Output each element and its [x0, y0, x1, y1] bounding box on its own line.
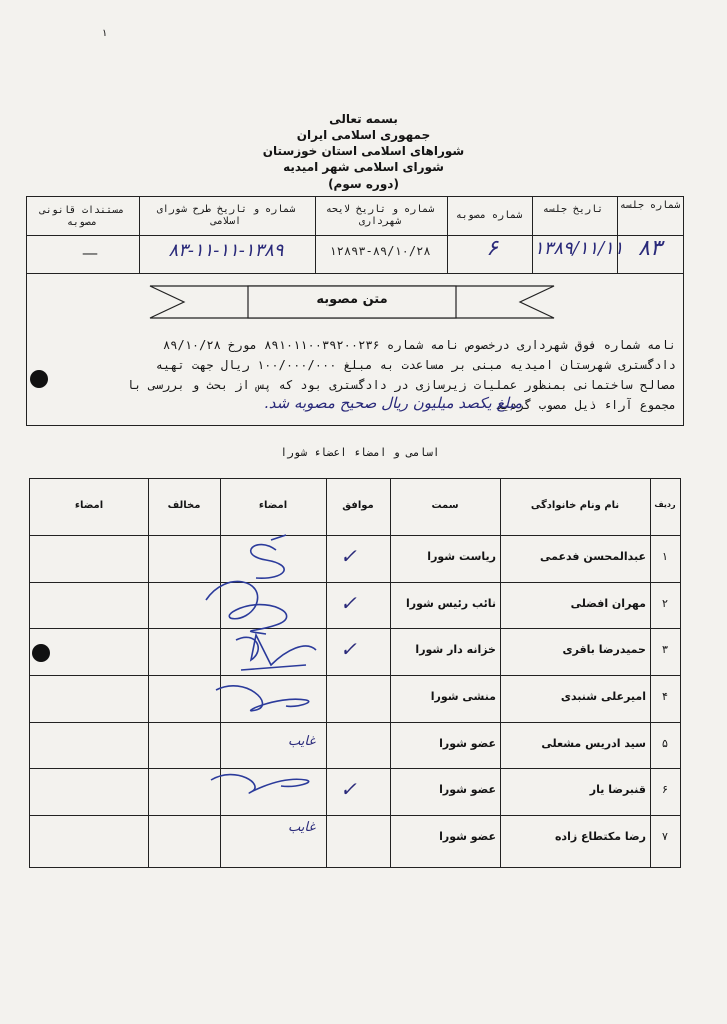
- row-6-num: ۶: [662, 783, 668, 796]
- row-7-absent-mark: غایب: [288, 820, 316, 835]
- header-session-date: تاریخ جلسه: [542, 204, 604, 215]
- col-row: ردیف: [654, 500, 676, 509]
- resolution-line-1: نامه شماره فوق شهرداری درخصوص نامه شماره ۸۹۱۰۱۱۰۰۳۹۲۰۰۲۳۶ مورخ ۸۹/۱۰/۲۸: [163, 338, 676, 352]
- header-session-no: شماره جلسه: [619, 200, 681, 211]
- row-5-num: ۵: [662, 737, 668, 750]
- row-5-name: سید ادریس مشعلی: [541, 737, 646, 750]
- corner-mark: ۱: [102, 28, 108, 39]
- row-1-num: ۱: [662, 550, 668, 563]
- row-7-name: رضا مکتطاع زاده: [554, 830, 646, 843]
- bismillah: بسمه تعالی: [329, 112, 398, 126]
- signature-3: [236, 635, 316, 670]
- header-plan-no-date: شماره و تاریخ طرح شورای اسلامی: [156, 204, 296, 227]
- resolution-line-2: دادگستری شهرستان امیدیه مبنی بر مساعدت به مبلغ ۱۰۰/۰۰۰/۰۰۰ ریال جهت تهیه: [155, 358, 676, 372]
- value-bill-no-date: ۱۲۸۹۳-۸۹/۱۰/۲۸: [329, 244, 431, 258]
- handwritten-approval: مبلغ یکصد میلیون ریال صحیح مصوبه شد.: [263, 394, 522, 412]
- resolution-line-3: مصالح ساختمانی بمنظور عملیات زیرسازی در دادگستری بود که پس از بحث و بررسی با: [126, 378, 676, 392]
- value-legal-docs: —: [82, 243, 98, 262]
- row-1-name: عبدالمحسن فدعمی: [539, 550, 646, 563]
- col-disagree: مخالف: [167, 500, 201, 511]
- header-bill-no-date: شماره و تاریخ لایحه شهرداری: [325, 204, 435, 227]
- members-table: [29, 478, 681, 868]
- signature-6: [211, 775, 309, 793]
- term-line: (دوره سوم): [328, 177, 399, 191]
- row-6-role: عضو شورا: [439, 783, 496, 796]
- row-3-role: خزانه دار شورا: [415, 643, 496, 656]
- resolution-line-4: مجموع آراء ذیل مصوب گردید: [495, 398, 676, 412]
- signature-4: [216, 686, 309, 711]
- value-resolution-no: ۶: [486, 236, 498, 261]
- row-5-absent-mark: غایب: [288, 734, 316, 749]
- row-1-agree-mark: ✓: [340, 544, 357, 568]
- signature-1: [251, 535, 286, 578]
- signature-2: [206, 581, 287, 634]
- row-2-num: ۲: [662, 597, 668, 610]
- row-3-agree-mark: ✓: [340, 637, 357, 661]
- col-role: سمت: [431, 500, 459, 511]
- signature-scribbles: [196, 530, 336, 810]
- row-4-num: ۴: [662, 690, 668, 703]
- col-signature: امضاء: [258, 500, 288, 511]
- row-3-name: حمیدرضا باقری: [562, 643, 646, 656]
- value-session-no: ۸۳: [638, 236, 662, 261]
- row-6-agree-mark: ✓: [340, 777, 357, 801]
- city-council-line: شورای اسلامی شهر امیدیه: [283, 160, 444, 174]
- row-4-role: منشی شورا: [430, 690, 496, 703]
- country-line: جمهوری اسلامی ایران: [296, 128, 431, 142]
- row-4-name: امیرعلی شنبدی: [560, 690, 646, 703]
- row-1-role: ریاست شورا: [427, 550, 496, 563]
- row-2-agree-mark: ✓: [340, 591, 357, 615]
- resolution-title: متن مصوبه: [316, 292, 388, 307]
- row-2-name: مهران افضلی: [570, 597, 646, 610]
- row-7-role: عضو شورا: [439, 830, 496, 843]
- value-session-date: ۱۳۸۹/۱۱/۱۱: [534, 238, 624, 259]
- header-legal-docs: مستندات قانونی مصوبه: [39, 205, 125, 228]
- col-signature2: امضاء: [74, 500, 104, 511]
- col-name: نام ونام خانوادگی: [530, 500, 620, 511]
- col-agree: موافق: [342, 500, 374, 511]
- row-5-role: عضو شورا: [439, 737, 496, 750]
- row-2-role: نائب رئیس شورا: [405, 597, 496, 610]
- row-7-num: ۷: [662, 830, 668, 843]
- punch-hole-top: [30, 370, 48, 388]
- value-plan-no-date: ۸۳-۱۱-۱۱-۱۳۸۹: [168, 240, 284, 261]
- header-resolution-no: شماره مصوبه: [455, 210, 523, 221]
- province-councils-line: شوراهای اسلامی استان خوزستان: [262, 144, 465, 158]
- row-3-num: ۳: [662, 643, 668, 656]
- members-title: اسامی و امضاء اعضاء شورا: [280, 446, 440, 459]
- row-6-name: قنبرضا یار: [589, 783, 646, 796]
